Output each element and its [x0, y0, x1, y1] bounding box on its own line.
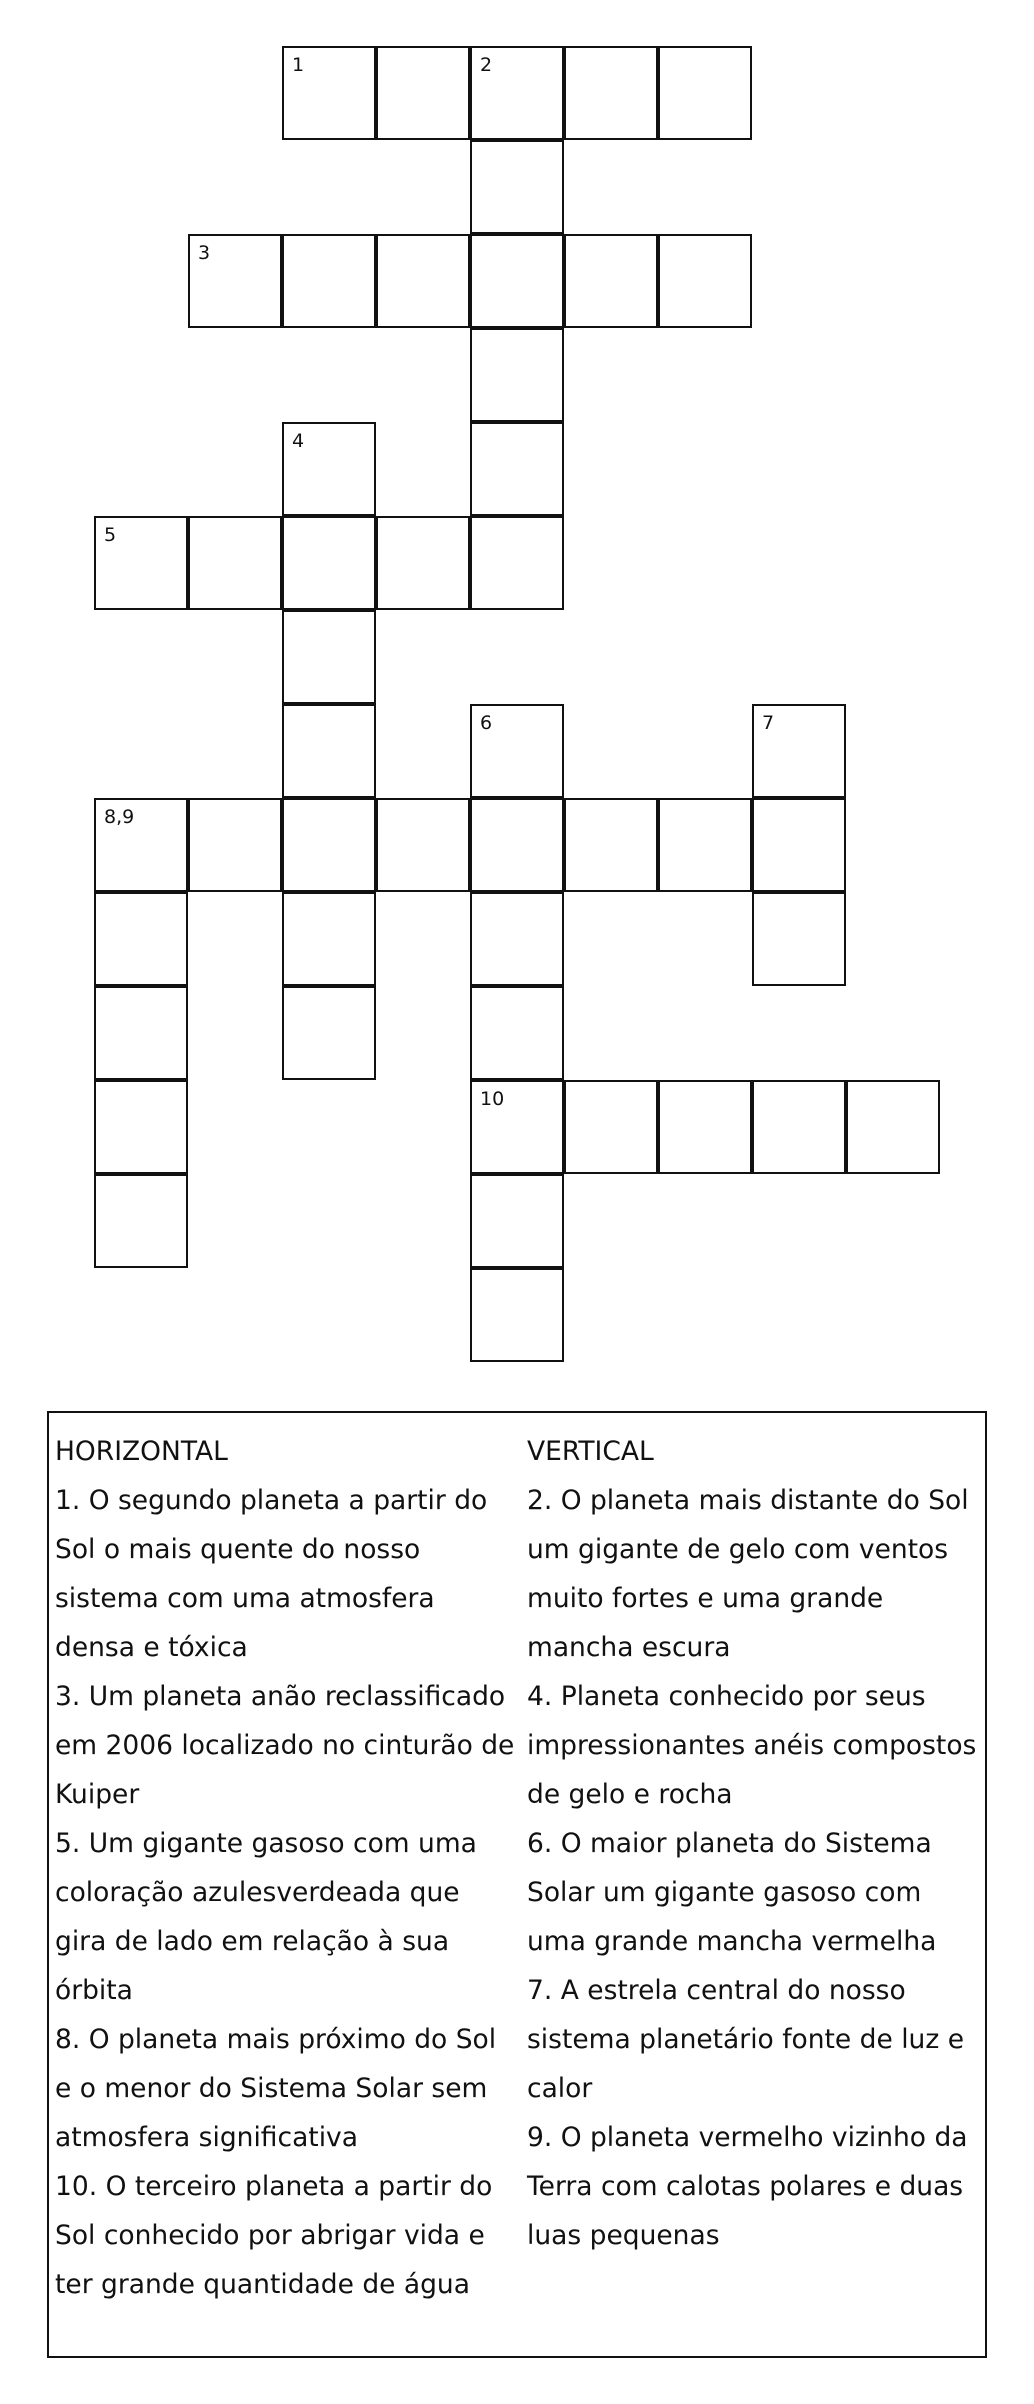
grid-cell[interactable]: [376, 46, 470, 140]
grid-cell[interactable]: [94, 892, 188, 986]
grid-cell[interactable]: [846, 1080, 940, 1174]
grid-cell[interactable]: [94, 1174, 188, 1268]
cell-number: 2: [480, 54, 493, 76]
grid-cell[interactable]: [188, 798, 282, 892]
grid-cell[interactable]: [94, 798, 188, 892]
grid-cell[interactable]: [282, 516, 376, 610]
grid-cell[interactable]: [470, 1268, 564, 1362]
grid-cell[interactable]: [752, 892, 846, 986]
grid-cell[interactable]: [470, 46, 564, 140]
grid-cell[interactable]: [658, 46, 752, 140]
horizontal-heading: HORIZONTAL: [55, 1436, 228, 1467]
cell-number: 8,9: [104, 806, 135, 828]
grid-cell[interactable]: [188, 516, 282, 610]
cell-number: 7: [762, 712, 775, 734]
grid-cell[interactable]: [376, 516, 470, 610]
grid-cell[interactable]: [752, 704, 846, 798]
clue-box: [47, 1411, 987, 2358]
grid-cell[interactable]: [94, 986, 188, 1080]
horizontal-clue: 10. O terceiro planeta a partir do Sol conhecido por abrigar vida e ter grande quantidade de água: [55, 2171, 493, 2300]
vertical-clue: 7. A estrela central do nosso sistema planetário fonte de luz e calor: [527, 1975, 964, 2104]
cell-number: 6: [480, 712, 493, 734]
cell-number: 10: [480, 1088, 505, 1110]
vertical-clue: 4. Planeta conhecido por seus impressionantes anéis compostos de gelo e rocha: [527, 1681, 977, 1810]
grid-cell[interactable]: [94, 1080, 188, 1174]
vertical-heading: VERTICAL: [527, 1436, 654, 1467]
grid-cell[interactable]: [752, 798, 846, 892]
grid-cell[interactable]: [658, 798, 752, 892]
grid-cell[interactable]: [470, 986, 564, 1080]
vertical-clue: 9. O planeta vermelho vizinho da Terra com calotas polares e duas luas pequenas: [527, 2122, 968, 2251]
cell-number: 4: [292, 430, 305, 452]
grid-cell[interactable]: [752, 1080, 846, 1174]
vertical-clue: 6. O maior planeta do Sistema Solar um gigante gasoso com uma grande mancha vermelha: [527, 1828, 937, 1957]
grid-cell[interactable]: [282, 986, 376, 1080]
vertical-clues: [527, 1427, 985, 2260]
cell-number: 5: [104, 524, 117, 546]
horizontal-clue: 1. O segundo planeta a partir do Sol o mais quente do nosso sistema com uma atmosfera densa e tóxica: [55, 1485, 488, 1663]
grid-cell[interactable]: [282, 46, 376, 140]
grid-cell[interactable]: [470, 798, 564, 892]
grid-cell[interactable]: [470, 516, 564, 610]
grid-cell[interactable]: [470, 1080, 564, 1174]
grid-cell[interactable]: [564, 1080, 658, 1174]
grid-cell[interactable]: [470, 234, 564, 328]
grid-cell[interactable]: [658, 1080, 752, 1174]
grid-cell[interactable]: [470, 704, 564, 798]
grid-cell[interactable]: [470, 892, 564, 986]
grid-cell[interactable]: [470, 1174, 564, 1268]
cell-number: 1: [292, 54, 305, 76]
grid-cell[interactable]: [282, 610, 376, 704]
grid-cell[interactable]: [282, 798, 376, 892]
horizontal-clue: 5. Um gigante gasoso com uma coloração azulesverdeada que gira de lado em relação à sua órbita: [55, 1828, 477, 2006]
grid-cell[interactable]: [376, 798, 470, 892]
grid-cell[interactable]: [470, 328, 564, 422]
grid-cell[interactable]: [564, 234, 658, 328]
cell-number: 3: [198, 242, 211, 264]
grid-cell[interactable]: [188, 234, 282, 328]
vertical-clue: 2. O planeta mais distante do Sol um gigante de gelo com ventos muito fortes e uma grande mancha escura: [527, 1485, 969, 1663]
grid-cell[interactable]: [470, 422, 564, 516]
horizontal-clue: 8. O planeta mais próximo do Sol e o menor do Sistema Solar sem atmosfera significativa: [55, 2024, 497, 2153]
grid-cell[interactable]: [376, 234, 470, 328]
grid-cell[interactable]: [470, 140, 564, 234]
grid-cell[interactable]: [564, 798, 658, 892]
grid-cell[interactable]: [94, 516, 188, 610]
grid-cell[interactable]: [658, 234, 752, 328]
grid-cell[interactable]: [282, 704, 376, 798]
grid-cell[interactable]: [564, 46, 658, 140]
horizontal-clue: 3. Um planeta anão reclassificado em 2006 localizado no cinturão de Kuiper: [55, 1681, 515, 1810]
horizontal-clues: [55, 1427, 517, 2309]
grid-cell[interactable]: [282, 422, 376, 516]
grid-cell[interactable]: [282, 234, 376, 328]
grid-cell[interactable]: [282, 892, 376, 986]
